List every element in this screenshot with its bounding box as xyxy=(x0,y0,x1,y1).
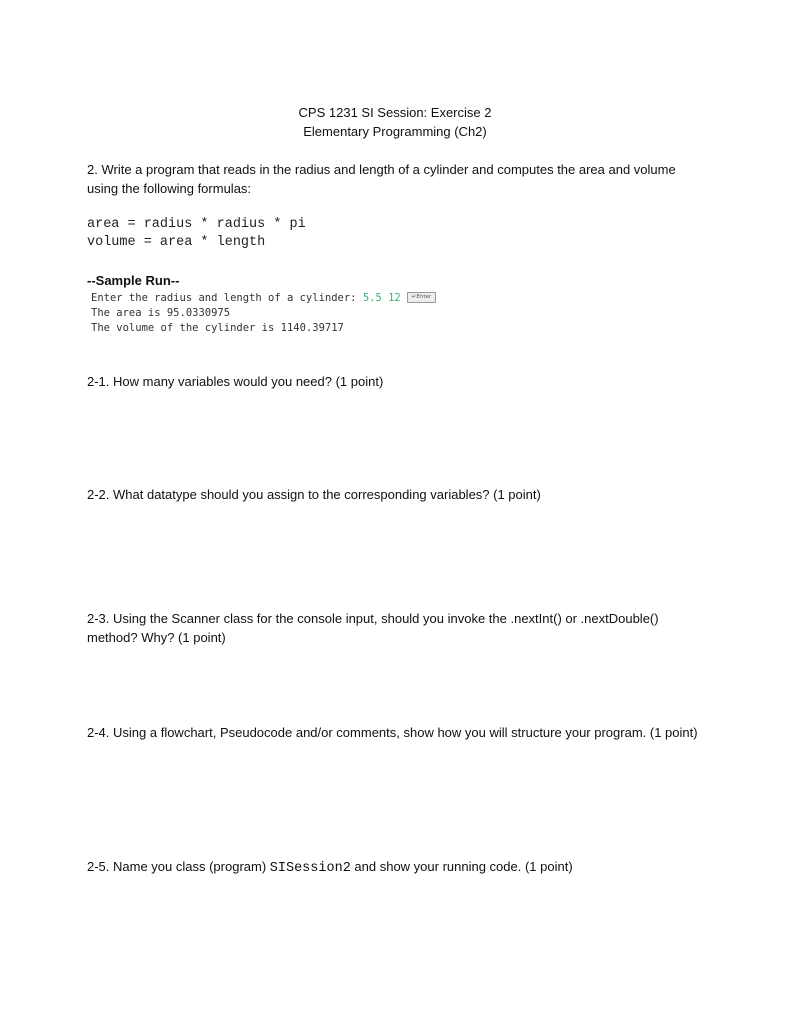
sample-run-input: 5.5 12 xyxy=(362,292,401,304)
enter-key-icon: ↵Enter xyxy=(407,292,436,303)
question-2-1: 2-1. How many variables would you need? (1 point) xyxy=(87,374,384,389)
formula-area: area = radius * radius * pi xyxy=(87,217,306,232)
question-2-3: 2-3. Using the Scanner class for the console input, should you invoke the .nextInt() or .nextDouble() method? Why? (1 point) xyxy=(87,611,659,645)
sample-run-output-area: The area is 95.0330975 xyxy=(91,307,231,319)
document-subtitle: Elementary Programming (Ch2) xyxy=(303,124,487,139)
sample-run-prompt: Enter the radius and length of a cylinder: xyxy=(91,292,363,304)
sample-run-prompt-line xyxy=(91,291,436,306)
sample-run-heading: --Sample Run-- xyxy=(87,273,180,288)
problem-statement: 2. Write a program that reads in the radius and length of a cylinder and computes the area and volume using the following formulas: xyxy=(87,162,676,196)
document-title: CPS 1231 SI Session: Exercise 2 xyxy=(298,105,492,120)
question-2-5 xyxy=(87,857,707,878)
formula-volume: volume = area * length xyxy=(87,235,266,250)
question-2-5-text: 2-5. Name you class (program) xyxy=(87,859,270,874)
question-2-5-text-end: and show your running code. (1 point) xyxy=(350,859,573,874)
sample-run-output-volume: The volume of the cylinder is 1140.39717 xyxy=(91,322,344,334)
question-2-2: 2-2. What datatype should you assign to the corresponding variables? (1 point) xyxy=(87,487,541,502)
question-2-4: 2-4. Using a flowchart, Pseudocode and/or comments, show how you will structure your program. (1 point) xyxy=(87,725,698,740)
class-name-code: SISession2 xyxy=(269,861,351,876)
